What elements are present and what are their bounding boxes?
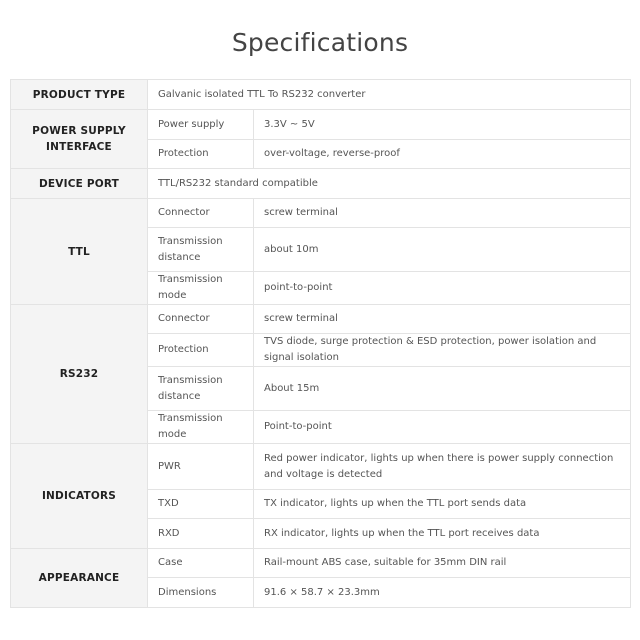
page-title: Specifications <box>231 28 409 57</box>
spec-label: Transmission mode <box>148 411 254 444</box>
spec-value: RX indicator, lights up when the TTL port receives data <box>254 519 631 549</box>
table-row <box>11 169 631 199</box>
spec-label: Dimensions <box>148 578 254 608</box>
spec-label: Protection <box>148 140 254 169</box>
spec-label: Power supply <box>148 110 254 140</box>
category-power-supply: POWER SUPPLY INTERFACE <box>11 110 148 169</box>
spec-value: about 10m <box>254 228 631 272</box>
spec-value: Red power indicator, lights up when there is power supply connection and voltage is detected <box>254 444 631 490</box>
category-device-port: DEVICE PORT <box>11 169 148 199</box>
spec-value: screw terminal <box>254 199 631 228</box>
spec-label: Connector <box>148 199 254 228</box>
table-row <box>11 110 631 140</box>
spec-value: over-voltage, reverse-proof <box>254 140 631 169</box>
spec-label: Case <box>148 549 254 578</box>
table-row <box>11 80 631 110</box>
spec-label: Transmission distance <box>148 228 254 272</box>
spec-label: Connector <box>148 305 254 334</box>
category-appearance: APPEARANCE <box>11 549 148 608</box>
device-port-value: TTL/RS232 standard compatible <box>148 169 631 199</box>
spec-table <box>10 79 631 608</box>
table-row <box>11 444 631 490</box>
spec-label: RXD <box>148 519 254 549</box>
spec-label: Transmission distance <box>148 367 254 411</box>
spec-label: Transmission mode <box>148 272 254 305</box>
spec-value: Rail-mount ABS case, suitable for 35mm DIN rail <box>254 549 631 578</box>
product-type-value: Galvanic isolated TTL To RS232 converter <box>148 80 631 110</box>
category-rs232: RS232 <box>11 305 148 444</box>
spec-label: PWR <box>148 444 254 490</box>
table-row <box>11 305 631 334</box>
table-row <box>11 549 631 578</box>
spec-value: TX indicator, lights up when the TTL port sends data <box>254 490 631 519</box>
spec-value: About 15m <box>254 367 631 411</box>
spec-value: TVS diode, surge protection & ESD protection, power isolation and signal isolation <box>254 334 631 367</box>
spec-label: TXD <box>148 490 254 519</box>
spec-value: 91.6 × 58.7 × 23.3mm <box>254 578 631 608</box>
table-row <box>11 199 631 228</box>
spec-value: point-to-point <box>254 272 631 305</box>
spec-value: screw terminal <box>254 305 631 334</box>
category-product-type: PRODUCT TYPE <box>11 80 148 110</box>
category-ttl: TTL <box>11 199 148 305</box>
category-indicators: INDICATORS <box>11 444 148 549</box>
spec-label: Protection <box>148 334 254 367</box>
spec-value: Point-to-point <box>254 411 631 444</box>
spec-value: 3.3V ~ 5V <box>254 110 631 140</box>
